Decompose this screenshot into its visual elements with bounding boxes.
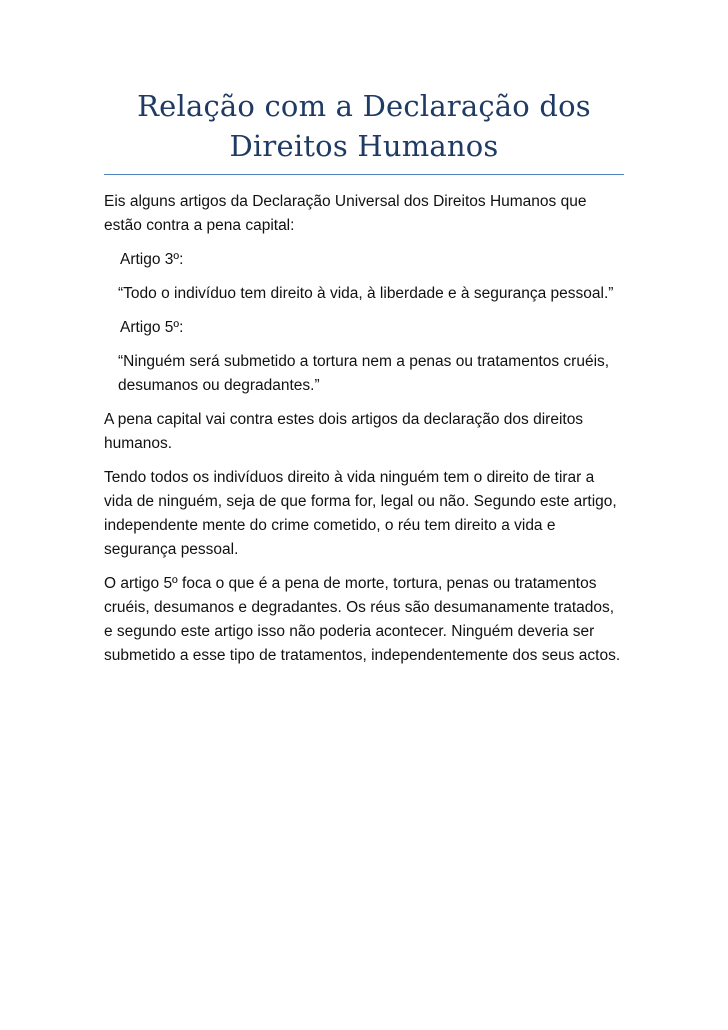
title-line-1: Relação com a Declaração dos: [137, 89, 591, 123]
article-5-quote: “Ninguém será submetido a tortura nem a penas ou tratamentos cruéis, desumanos ou degradantes.”: [118, 353, 610, 394]
title-line-2: Direitos Humanos: [229, 129, 499, 163]
body-paragraph-2: Tendo todos os indivíduos direito à vida ninguém tem o direito de tirar a vida de ninguém, seja de que forma for, legal ou não. Segundo este artigo, independente mente do crime cometido, o réu tem direito a vida e segurança pessoal.: [104, 469, 617, 558]
document-body: [104, 190, 624, 678]
body-paragraph-3: O artigo 5º foca o que é a pena de morte, tortura, penas ou tratamentos cruéis, desumanos e degradantes. Os réus são desumanamente tratados, e segundo este artigo isso não poderia acontecer. Ninguém deveria ser submetido a esse tipo de tratamentos, independentemente dos seus actos.: [104, 575, 621, 664]
title-block: [104, 86, 624, 175]
body-paragraph-1: A pena capital vai contra estes dois artigos da declaração dos direitos humanos.: [104, 411, 584, 452]
article-3-label: Artigo 3º:: [120, 251, 184, 268]
article-3-quote: “Todo o indivíduo tem direito à vida, à liberdade e à segurança pessoal.”: [118, 285, 614, 302]
intro-paragraph: Eis alguns artigos da Declaração Universal dos Direitos Humanos que estão contra a pena capital:: [104, 193, 587, 234]
title-divider: [104, 174, 624, 175]
article-5-label: Artigo 5º:: [120, 319, 184, 336]
page-title: [104, 86, 624, 166]
